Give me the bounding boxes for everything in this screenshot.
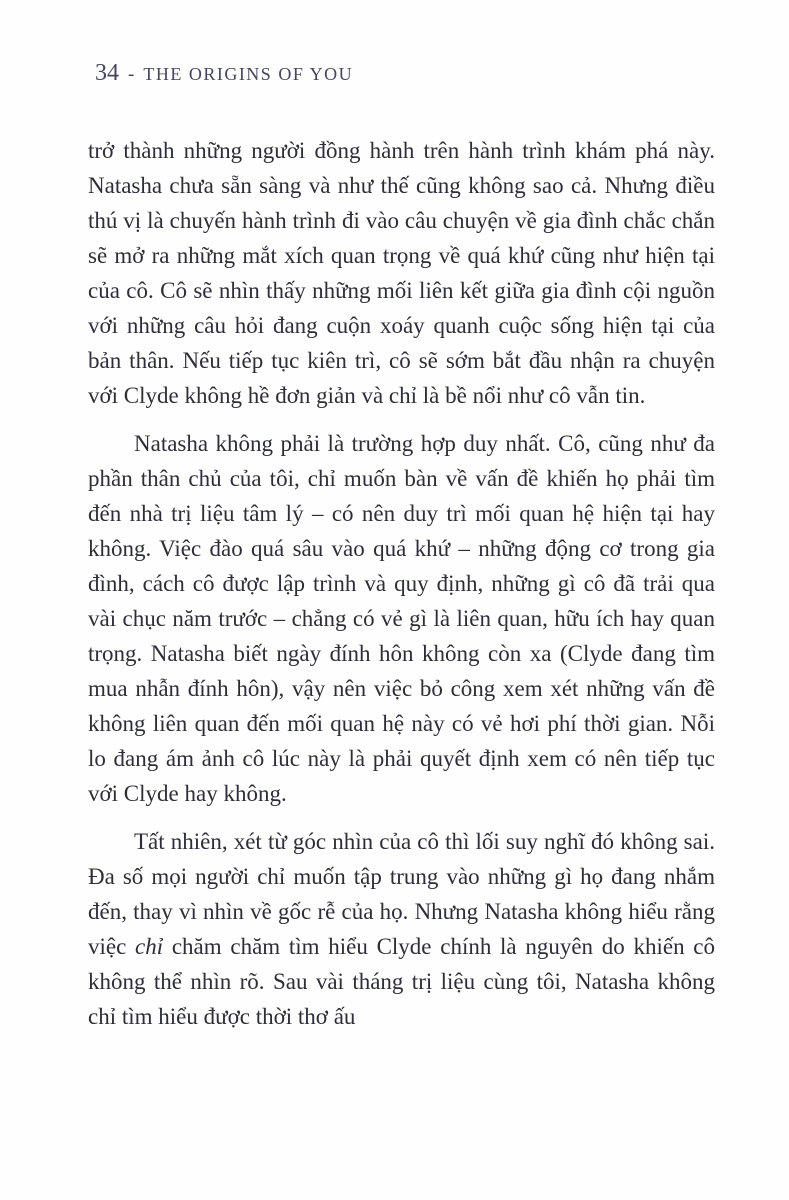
- italic-text-segment: chỉ: [135, 934, 164, 959]
- paragraph: [88, 824, 715, 1034]
- text-segment: trở thành những người đồng hành trên hành trình khám phá này. Natasha chưa sẵn sàng và như thế cũng không sao cả. Nhưng điều thú vị là chuyến hành trình đi vào câu chuyện về gia đình chắc chắn sẽ mở ra những mắt xích quan trọng về quá khứ cũng như hiện tại của cô. Cô sẽ nhìn thấy những mối liên kết giữa gia đình cội nguồn với những câu hỏi đang cuộn xoáy quanh cuộc sống hiện tại của bản thân. Nếu tiếp tục kiên trì, cô sẽ sớm bắt đầu nhận ra chuyện với Clyde không hề đơn giản và chỉ là bề nổi như cô vẫn tin.: [88, 138, 715, 408]
- header-separator: -: [128, 64, 135, 85]
- paragraph: [88, 133, 715, 413]
- page-number: 34: [95, 60, 119, 86]
- paragraph: [88, 426, 715, 811]
- book-title: THE ORIGINS OF YOU: [143, 64, 354, 84]
- text-segment: chăm chăm tìm hiểu Clyde chính là nguyên do khiến cô không thể nhìn rõ. Sau vài tháng trị liệu cùng tôi, Natasha không chỉ tìm hiểu được thời thơ ấu: [88, 934, 715, 1029]
- body-text: [88, 133, 715, 1034]
- text-segment: Natasha không phải là trường hợp duy nhất. Cô, cũng như đa phần thân chủ của tôi, chỉ muốn bàn về vấn đề khiến họ phải tìm đến nhà trị liệu tâm lý – có nên duy trì mối quan hệ hiện tại hay không. Việc đào quá sâu vào quá khứ – những động cơ trong gia đình, cách cô được lập trình và quy định, những gì cô đã trải qua vài chục năm trước – chẳng có vẻ gì là liên quan, hữu ích hay quan trọng. Natasha biết ngày đính hôn không còn xa (Clyde đang tìm mua nhẫn đính hôn), vậy nên việc bỏ công xem xét những vấn đề không liên quan đến mối quan hệ này có vẻ hơi phí thời gian. Nỗi lo đang ám ảnh cô lúc này là phải quyết định xem có nên tiếp tục với Clyde hay không.: [88, 431, 715, 806]
- text-segment: Tất nhiên, xét từ góc nhìn của cô thì lối suy nghĩ đó không sai. Đa số mọi người chỉ muốn tập trung vào những gì họ đang nhắm đến, thay vì nhìn về gốc rễ của họ. Nhưng Natasha không hiểu rằng việc: [88, 829, 715, 959]
- running-header: [95, 60, 713, 87]
